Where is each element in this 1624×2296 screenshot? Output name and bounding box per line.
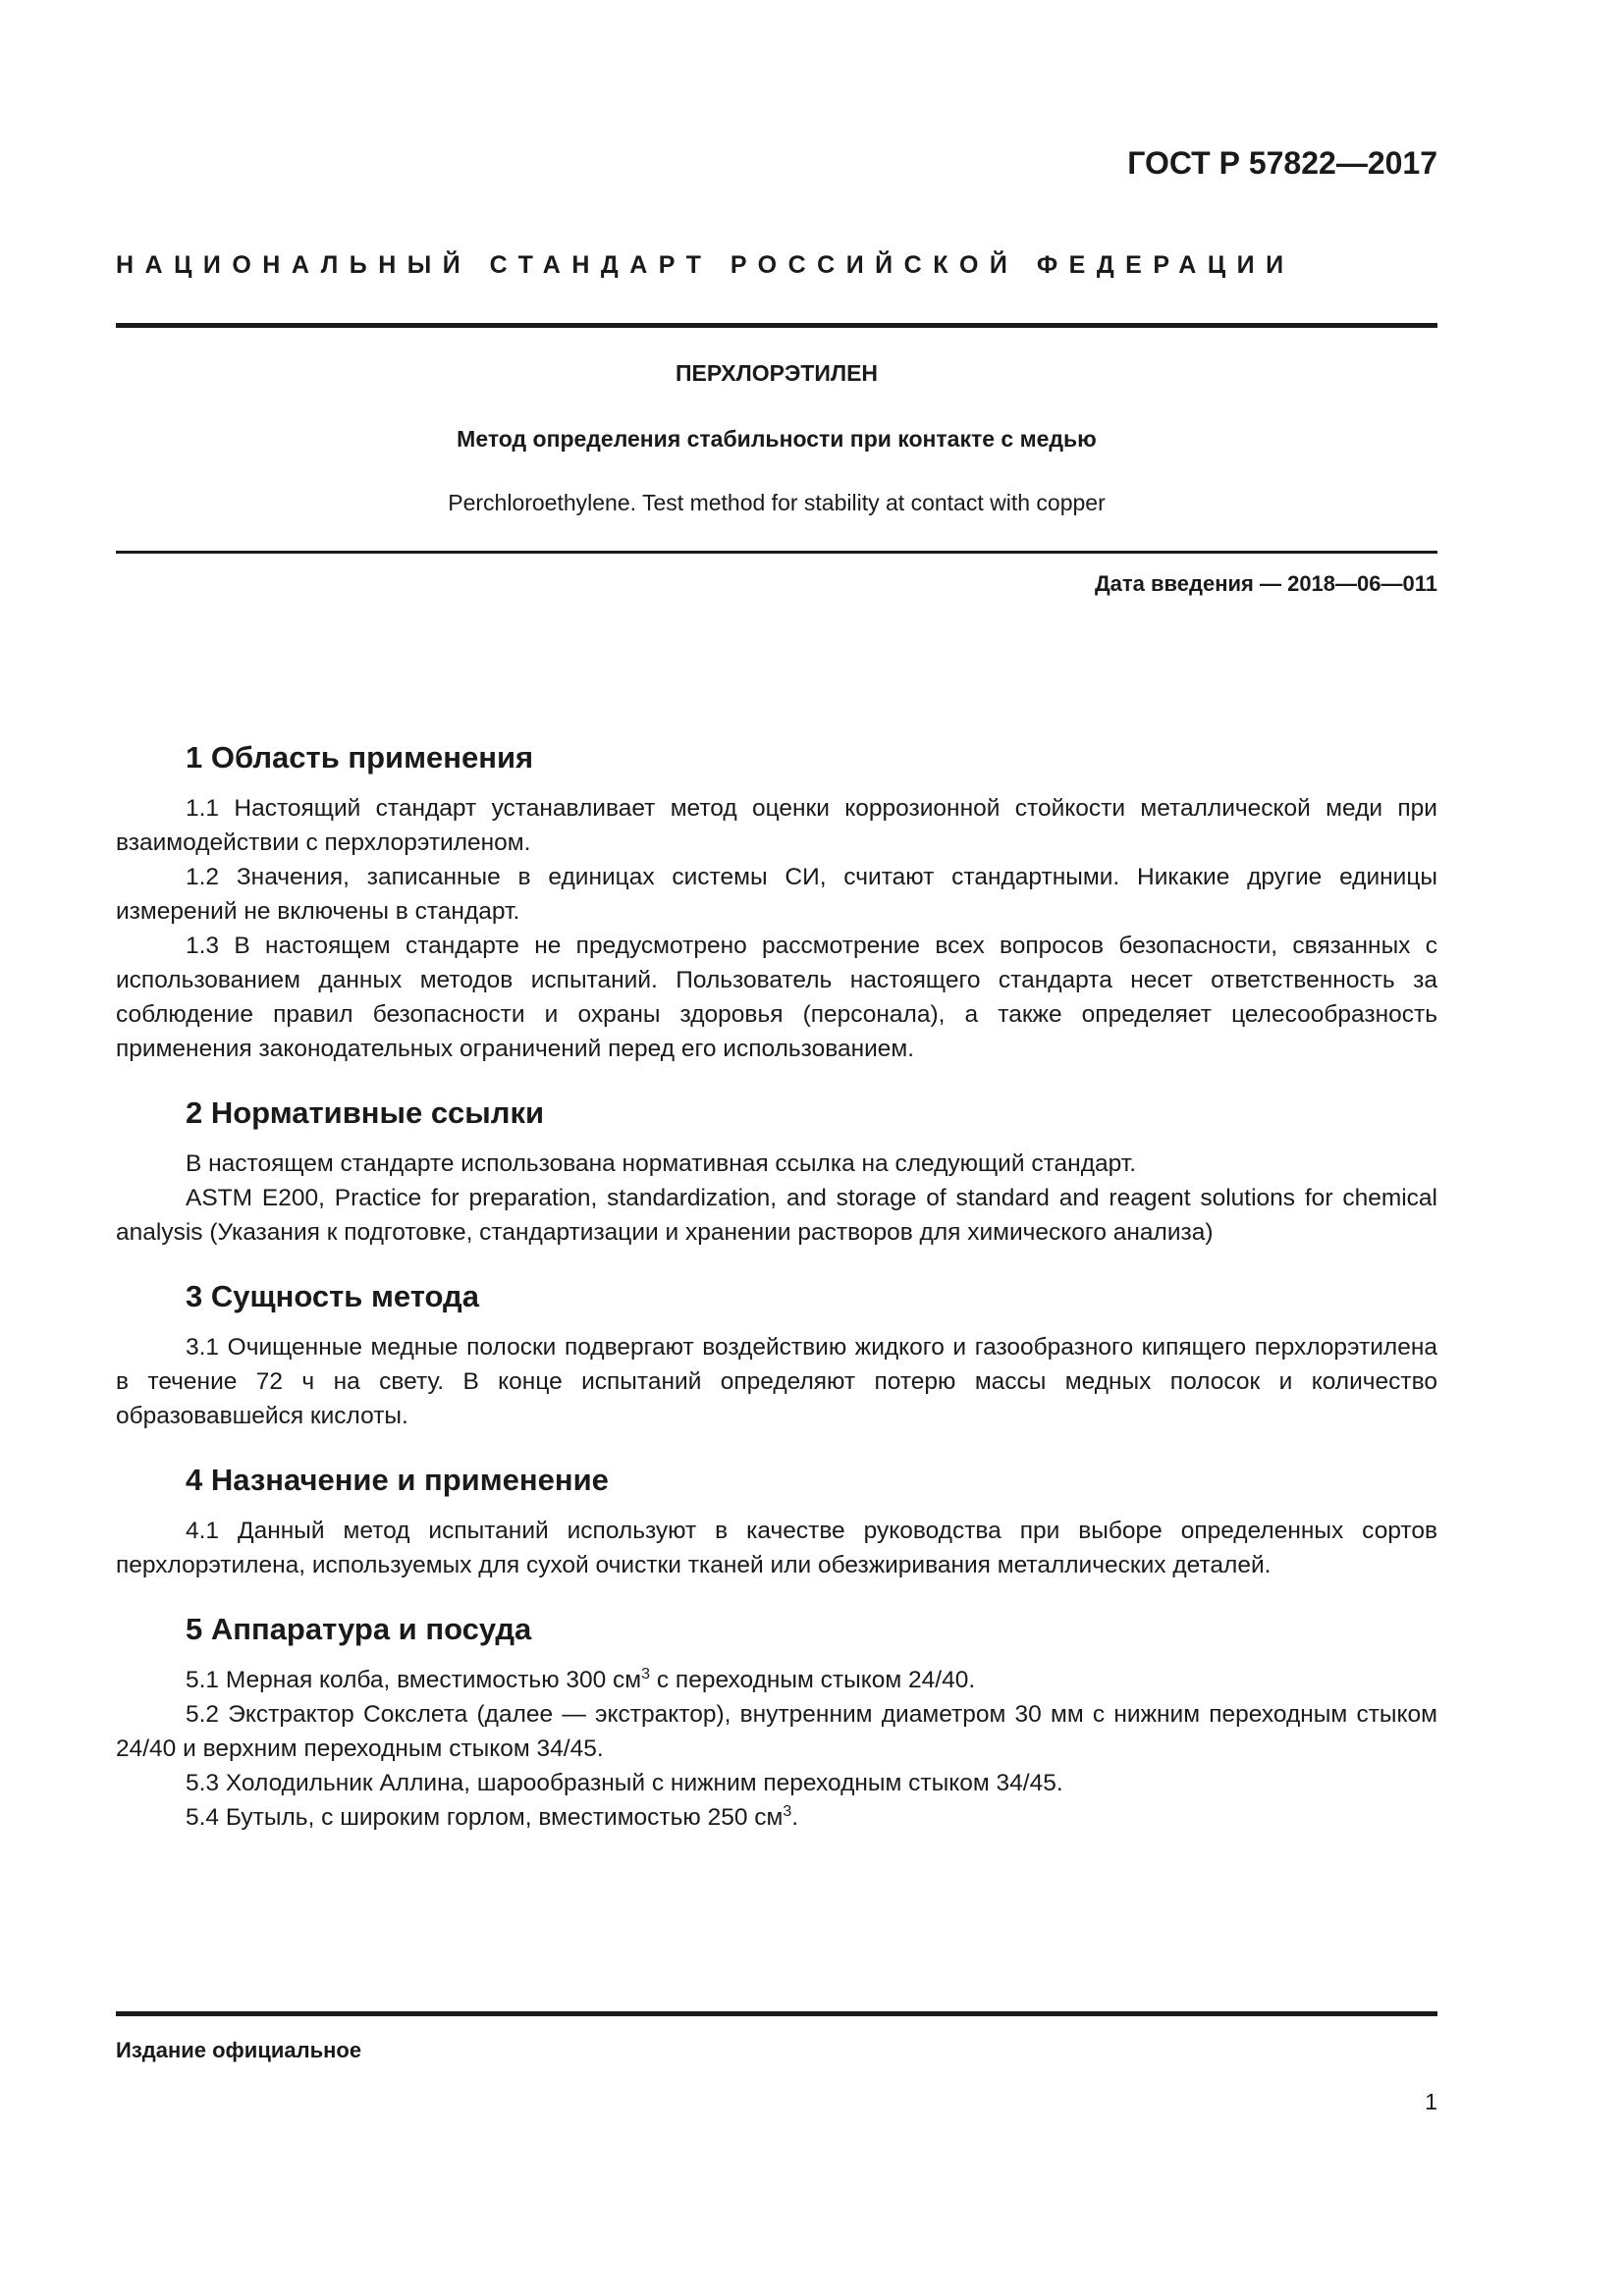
paragraph-text: с переходным стыком 24/40.	[650, 1667, 976, 1693]
section-method-essence	[116, 1277, 1437, 1433]
section-heading: 2 Нормативные ссылки	[186, 1095, 545, 1130]
paragraph: 4.1 Данный метод испытаний используют в качестве руководства при выборе определенных сортов перхлорэтилена, используемых для сухой очистки тканей или обезжиривания металлических деталей.	[116, 1518, 1437, 1578]
paragraph-text: 5.4 Бутыль, с широким горлом, вместимостью 250 см	[186, 1804, 784, 1831]
paragraph: 3.1 Очищенные медные полоски подвергают воздействию жидкого и газообразного кипящего перхлорэтилена в течение 72 ч на свету. В конце испытаний определяют потерю массы медных полосок и количество образовавшейся кислоты.	[116, 1334, 1437, 1429]
paragraph: 1.1 Настоящий стандарт устанавливает метод оценки коррозионной стойкости металлической меди при взаимодействии с перхлорэтиленом.	[116, 795, 1437, 856]
paragraph: 1.3 В настоящем стандарте не предусмотрено рассмотрение всех вопросов безопасности, связанных с использованием данных методов испытаний. Пользователь настоящего стандарта несет ответственность за соблюдение правил безопасности и охраны здоровья (персонала), а также определяет целесообразность применения законодательных ограничений перед его использованием.	[116, 933, 1437, 1062]
paragraph-text: 5.1 Мерная колба, вместимостью 300 см	[186, 1667, 642, 1693]
document-body	[116, 738, 1437, 1862]
paragraph: 5.2 Экстрактор Сокслета (далее — экстрактор), внутренним диаметром 30 мм с нижним переходным стыком 24/40 и верхним переходным стыком 34/45.	[116, 1701, 1437, 1762]
footer-rule	[116, 2011, 1437, 2016]
section-scope	[116, 738, 1437, 1066]
gost-number: ГОСТ Р 57822—2017	[1127, 145, 1437, 181]
section-heading: 4 Назначение и применение	[186, 1463, 609, 1497]
header-rule	[116, 323, 1437, 328]
section-heading: 5 Аппаратура и посуда	[186, 1612, 532, 1646]
superscript: 3	[641, 1665, 651, 1682]
paragraph: В настоящем стандарте использована нормативная ссылка на следующий стандарт.	[186, 1150, 1137, 1177]
paragraph: 5.3 Холодильник Аллина, шарообразный с нижним переходным стыком 34/45.	[186, 1770, 1063, 1796]
document-subtitle: Метод определения стабильности при контакте с медью	[457, 426, 1097, 452]
national-standard-banner: НАЦИОНАЛЬНЫЙ СТАНДАРТ РОССИЙСКОЙ ФЕДЕРАЦИИ	[116, 251, 1295, 279]
paragraph	[116, 1800, 1437, 1835]
document-title-english: Perchloroethylene. Test method for stability at contact with copper	[448, 490, 1106, 515]
title-rule	[116, 551, 1437, 554]
section-normative-references	[116, 1094, 1437, 1250]
paragraph-text: .	[791, 1804, 799, 1831]
section-heading: 1 Область применения	[186, 740, 534, 774]
paragraph	[116, 1663, 1437, 1697]
superscript: 3	[783, 1802, 792, 1820]
paragraph: ASTM E200, Practice for preparation, standardization, and storage of standard and reagent solutions for chemical analysis (Указания к подготовке, стандартизации и хранении растворов для химического анализа)	[116, 1185, 1437, 1246]
paragraph: 1.2 Значения, записанные в единицах системы СИ, считают стандартными. Никакие другие единицы измерений не включены в стандарт.	[116, 864, 1437, 925]
section-heading: 3 Сущность метода	[186, 1279, 479, 1313]
page-number: 1	[1425, 2089, 1437, 2114]
document-title: ПЕРХЛОРЭТИЛЕН	[675, 360, 879, 386]
section-apparatus	[116, 1610, 1437, 1835]
edition-label: Издание официальное	[116, 2038, 362, 2062]
intro-date: Дата введения — 2018—06—011	[1094, 571, 1437, 596]
section-purpose	[116, 1461, 1437, 1582]
